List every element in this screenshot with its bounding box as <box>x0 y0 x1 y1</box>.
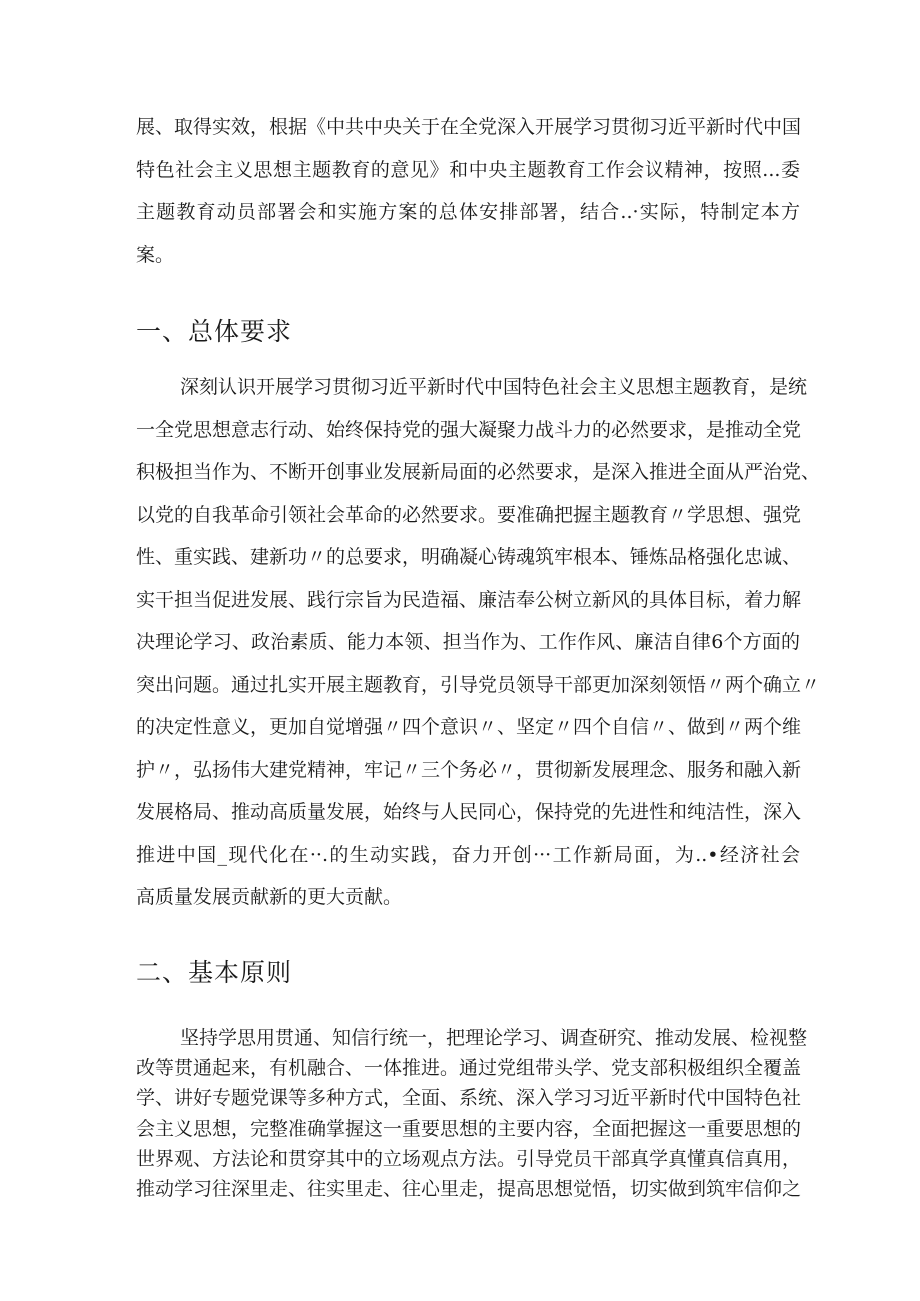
text-line: 坚持学思用贯通、知信行统一，把理论学习、调查研究、推动发展、检视整 <box>180 1027 808 1049</box>
text-line: 决理论学习、政治素质、能力本领、担当作为、工作作风、廉洁自律6个方面的 <box>136 631 800 653</box>
text-line: 展、取得实效，根据《中共中央关于在全党深入开展学习贯彻习近平新时代中国 <box>136 116 802 138</box>
text-line: 推动学习往深里走、往实里走、往心里走，提高思想觉悟，切实做到筑牢信仰之 <box>136 1177 802 1200</box>
text-line: 案。 <box>136 243 175 266</box>
text-line: 以党的自我革命引领社会革命的必然要求。要准确把握主题教育〃学思想、强党 <box>136 503 802 526</box>
text-line: 实干担当促进发展、践行宗旨为民造福、廉洁奉公树立新风的具体目标，着力解 <box>136 588 802 611</box>
text-line: 特色社会主义思想主题教育的意见》和中央主题教育工作会议精神，按照...委 <box>136 158 800 181</box>
text-line: 一全党思想意志行动、始终保持党的强大凝聚力战斗力的必然要求，是推动全党 <box>136 418 802 441</box>
text-line: 性、重实践、建新功〃的总要求，明确凝心铸魂筑牢根本、锤炼品格强化忠诚、 <box>136 546 802 568</box>
text-line: 高质量发展贡献新的更大贡献。 <box>136 886 403 908</box>
text-line: 推进中国_现代化在··.的生动实践，奋力开创···工作新局面，为..•经济社会 <box>136 843 800 866</box>
text-line: 深刻认识开展学习贯彻习近平新时代中国特色社会主义思想主题教育，是统 <box>180 376 808 398</box>
text-line: 护〃，弘扬伟大建党精神，牢记〃三个务必〃，贯彻新发展理念、服务和融入新 <box>136 758 802 781</box>
text-line: 发展格局、推动高质量发展，始终与人民同心，保持党的先进性和纯洁性，深入 <box>136 801 802 823</box>
text-line: 改等贯通起来，有机融合、一体推进。通过党组带头学、党支部积极组织全覆盖 <box>136 1057 802 1080</box>
text-line: 世界观、方法论和贯穿其中的立场观点方法。引导党员干部真学真懂真信真用， <box>136 1147 802 1170</box>
section2-paragraph <box>136 1026 808 1207</box>
text-line: 主题教育动员部署会和实施方案的总体安排部署，结合..·实际，特制定本方 <box>136 201 800 223</box>
text-line: 突出问题。通过扎实开展主题教育，引导党员领导干部更加深刻领悟〃两个确立〃 <box>136 673 821 696</box>
text-line: 积极担当作为、不断开创事业发展新局面的必然要求，是深入推进全面从严治党、 <box>136 461 821 483</box>
text-line: 的决定性意义，更加自觉增强〃四个意识〃、坚定〃四个自信〃、做到〃两个维 <box>136 716 802 738</box>
section-heading-overall-requirements: 一、总体要求 <box>136 317 293 346</box>
text-line: 会主义思想，完整准确掌握这一重要思想的主要内容，全面把握这一重要思想的 <box>136 1117 802 1140</box>
section1-paragraph <box>136 375 821 928</box>
section-heading-basic-principles: 二、基本原则 <box>136 958 293 987</box>
text-line: 学、讲好专题党课等多种方式，全面、系统、深入学习习近平新时代中国特色社 <box>136 1087 802 1110</box>
intro-paragraph <box>136 115 800 285</box>
